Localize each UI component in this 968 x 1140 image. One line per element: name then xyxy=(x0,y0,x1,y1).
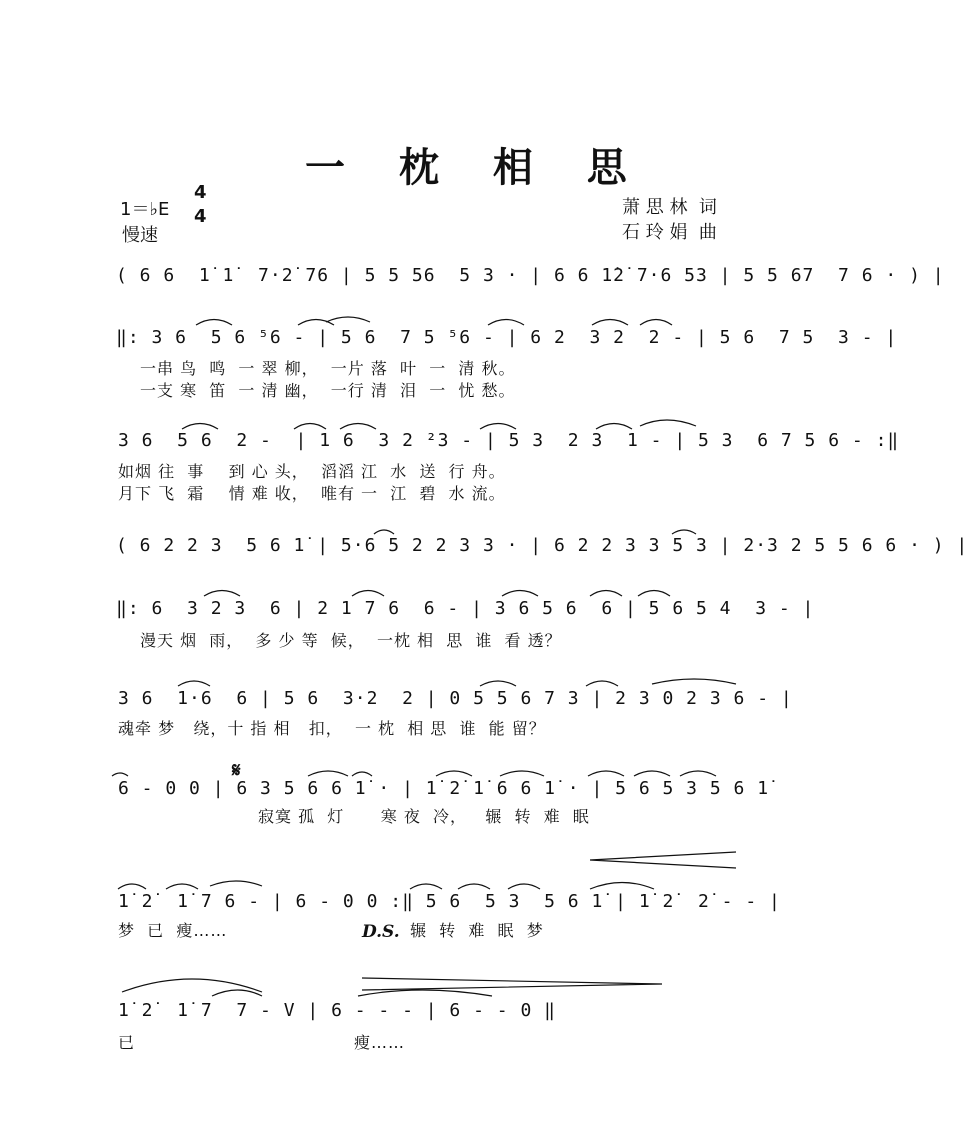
segno-sign: 𝄋 xyxy=(232,758,241,782)
notation-row-2: ‖: 3 6 5 6 ⁵6 - | 5 6 7 5 ⁵6 - | 6 2 3 2 2 - | 5 6 7 5 3 - | xyxy=(116,327,898,348)
dal-segno-marking: D.S. xyxy=(362,922,400,942)
notation-row-5: ‖: 6 3 2 3 6 | 2 1 7 6 6 - | 3 6 5 6 6 | 5 6 5 4 3 - | xyxy=(116,598,815,619)
slur xyxy=(502,591,538,597)
slur xyxy=(352,772,372,776)
lyrics-row-2-verse-2: 一支 寒 笛 一 清 幽， 一行 清 泪 一 忧 愁。 xyxy=(140,381,516,400)
slur xyxy=(590,591,622,597)
slur xyxy=(590,883,654,890)
slur xyxy=(480,681,516,686)
slur xyxy=(596,424,632,430)
slur xyxy=(410,884,442,889)
crescendo-wedge xyxy=(590,852,736,868)
lyrics-row-7: 寂寞 孤 灯 寒 夜 冷， 辗 转 难 眠 xyxy=(258,807,590,826)
slur xyxy=(204,591,240,597)
slur xyxy=(182,424,218,430)
notation-row-1: ( 6 6 1̇ 1̇ 7·2̇ 76 | 5 5 56 5 3 · | 6 6 1̇2̇ 7·6 53 | 5 5 67 7 6 · ) | xyxy=(116,265,945,286)
tempo-marking: 慢速 xyxy=(122,225,158,246)
slur xyxy=(212,990,262,996)
lyrics-row-6: 魂牵 梦 绕，十 指 相 扣， 一 枕 相 思 谁 能 留？ xyxy=(118,719,546,738)
slur xyxy=(340,424,376,430)
slur xyxy=(586,681,618,686)
slur xyxy=(458,884,490,889)
slur xyxy=(352,591,384,597)
lyrics-row-9-left: 已 xyxy=(118,1033,136,1052)
slur xyxy=(588,771,624,776)
slur xyxy=(436,771,472,776)
lyrics-row-5: 漫天 烟 雨， 多 少 等 候， 一枕 相 思 谁 看 透？ xyxy=(140,631,562,650)
slur xyxy=(294,424,326,430)
notation-row-4: ( 6 2 2 3 5 6 1̇ | 5·6 5 2 2 3 3 · | 6 2 2 3 3 5 3 | 2·3 2 5 5 6 6 · ) | xyxy=(116,535,968,556)
notation-row-7: 6 - 0 0 | 6 3 5 6 6 1̇ · | 1̇ 2̇ 1̇ 6 6 1̇ · | 5 6 5 3 5 6 1̇ xyxy=(118,778,770,799)
slur xyxy=(500,771,544,776)
slur xyxy=(680,771,716,776)
time-signature-denominator: 4 xyxy=(194,206,207,227)
slur xyxy=(118,884,146,889)
slur xyxy=(308,771,348,776)
lyrics-row-2-verse-1: 一串 鸟 鸣 一 翠 柳， 一片 落 叶 一 清 秋。 xyxy=(140,359,516,378)
notation-row-8: 1̇ 2̇ 1̇ 7 6 - | 6 - 0 0 :‖ 5 6 5 3 5 6 1̇ | 1̇ 2̇ 2̇ - - | xyxy=(118,891,781,912)
slur xyxy=(488,320,524,326)
slur xyxy=(640,420,696,426)
lyrics-row-3-verse-1: 如烟 往 事 到 心 头， 滔滔 江 水 送 行 舟。 xyxy=(118,462,506,481)
slur xyxy=(358,990,492,996)
lyrics-row-8-right: 辗 转 难 眠 梦 xyxy=(410,921,544,940)
slur xyxy=(672,530,696,534)
time-signature-numerator: 4 xyxy=(194,182,207,203)
song-title: 一 枕 相 思 xyxy=(305,144,647,191)
slur xyxy=(178,681,210,686)
slur xyxy=(508,884,540,889)
slur xyxy=(210,881,262,886)
decrescendo-wedge xyxy=(362,978,662,990)
slur xyxy=(592,320,628,326)
composer-credit: 石 玲 娟 曲 xyxy=(622,222,717,243)
slur xyxy=(638,591,670,597)
slur xyxy=(326,317,370,322)
slur xyxy=(374,530,394,534)
slur xyxy=(112,773,128,776)
lyrics-row-9-right: 瘦…… xyxy=(354,1033,406,1052)
key-signature: 1＝♭E xyxy=(120,199,170,220)
lyrics-row-8-left: 梦 已 瘦…… xyxy=(118,921,228,940)
notation-row-6: 3 6 1·6 6 | 5 6 3·2 2 | 0 5 5 6 7 3 | 2 3 0 2 3 6 - | xyxy=(118,688,793,709)
lyrics-row-3-verse-2: 月下 飞 霜 情 难 收， 唯有 一 江 碧 水 流。 xyxy=(118,484,506,503)
slur xyxy=(480,424,516,430)
slur xyxy=(196,320,232,326)
lyricist-credit: 萧 思 林 词 xyxy=(622,197,717,218)
slur xyxy=(640,320,672,326)
slur xyxy=(166,884,198,889)
slur xyxy=(652,679,736,684)
notation-row-3: 3 6 5 6 2 - | 1 6 3 2 ²3 - | 5 3 2 3 1 - | 5 3 6 7 5 6 - :‖ xyxy=(118,430,900,451)
notation-row-9: 1̇ 2̇ 1̇ 7 7 - V | 6 - - - | 6 - - 0 ‖ xyxy=(118,1000,556,1021)
slur xyxy=(634,771,670,776)
